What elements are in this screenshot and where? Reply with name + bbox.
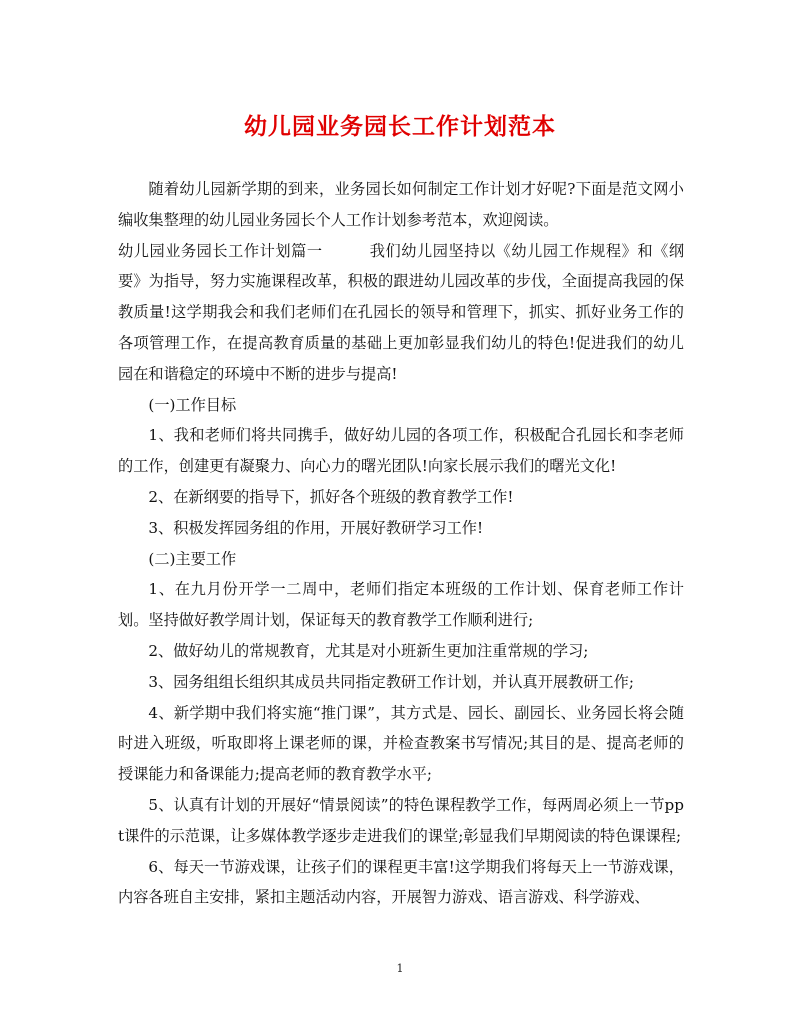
page-number: 1 bbox=[396, 962, 404, 975]
document-body bbox=[118, 174, 684, 913]
paragraph: 1、我和老师们将共同携手，做好幼儿园的各项工作，积极配合孔园长和李老师的工作，创建更有凝聚力、向心力的曙光团队!向家长展示我们的曙光文化! bbox=[118, 426, 684, 476]
paragraph: 3、积极发挥园务组的作用，开展好教研学习工作! bbox=[148, 518, 484, 537]
paragraph: 2、在新纲要的指导下，抓好各个班级的教育教学工作! bbox=[148, 487, 514, 506]
paragraph: 6、每天一节游戏课，让孩子们的课程更丰富!这学期我们将每天上一节游戏课，内容各班自主安排，紧扣主题活动内容，开展智力游戏、语言游戏、科学游戏、 bbox=[118, 857, 684, 907]
paragraph: 幼儿园业务园长工作计划篇一 我们幼儿园坚持以《幼儿园工作规程》和《纲要》为指导，努力实施课程改革，积极的跟进幼儿园改革的步伐，全面提高我园的保教质量!这学期我会和我们老师们在孔园长的领导和管理下，抓实、抓好业务工作的各项管理工作，在提高教育质量的基础上更加彰显我们幼儿的特色!促进我们的幼儿园在和谐稳定的环境中不断的进步与提高! bbox=[118, 241, 684, 383]
paragraph: 3、园务组组长组织其成员共同指定教研工作计划，并认真开展教研工作; bbox=[148, 672, 634, 691]
paragraph: 随着幼儿园新学期的到来，业务园长如何制定工作计划才好呢?下面是范文网小编收集整理的幼儿园业务园长个人工作计划参考范本，欢迎阅读。 bbox=[118, 180, 684, 229]
paragraph: (一)工作目标 bbox=[148, 395, 237, 414]
paragraph: 1、在九月份开学一二周中，老师们指定本班级的工作计划、保育老师工作计划。坚持做好教学周计划，保证每天的教育教学工作顺利进行; bbox=[118, 580, 684, 630]
paragraph: (二)主要工作 bbox=[148, 549, 237, 568]
paragraph: 4、新学期中我们将实施“推门课”，其方式是、园长、副园长、业务园长将会随时进入班级，听取即将上课老师的课，并检查教案书写情况;其目的是、提高老师的授课能力和备课能力;提高老师的教育教学水平; bbox=[118, 703, 684, 784]
paragraph: 5、认真有计划的开展好“情景阅读”的特色课程教学工作，每两周必须上一节ppt课件的示范课，让多媒体教学逐步走进我们的课堂;彰显我们早期阅读的特色课课程; bbox=[118, 795, 684, 845]
paragraph: 2、做好幼儿的常规教育，尤其是对小班新生更加注重常规的学习; bbox=[148, 641, 589, 660]
document-title: 幼儿园业务园长工作计划范本 bbox=[244, 113, 556, 140]
